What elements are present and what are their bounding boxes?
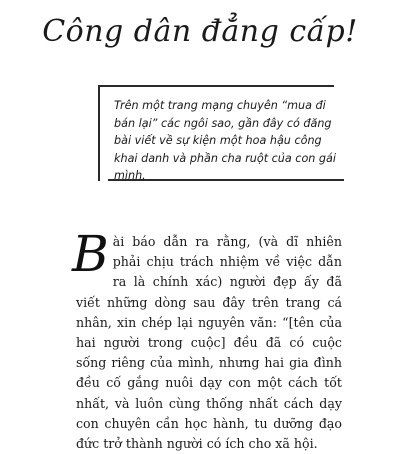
body-text [72,225,342,454]
intro-frame-left-rule [98,86,100,181]
drop-cap: B [72,225,109,283]
body-paragraph: ài báo dẫn ra rằng, (và dĩ nhiên phải chịu trách nhiệm về việc dẫn ra là chính xác) người đẹp ấy đã viết những dòng sau đây trên trang cá nhân, xin chép lại nguyên văn: “[tên của hai người trong cuộc] đều đã có cuộc sống riêng của mình, nhưng hai gia đình đều cố gắng nuôi dạy con một cách tốt nhất, và luôn cùng thống nhất cách dạy con chuyên cần học hành, tu dưỡng đạo đức trở thành người có ích cho xã hội. [76,234,342,452]
chapter-title-text: Công dân đẳng cấp! [42,14,358,49]
chapter-title [0,14,400,49]
intro-paragraph: Trên một trang mạng chuyên “mua đi bán lại” các ngôi sao, gần đây có đăng bài viết về sự kiện một hoa hậu công khai danh và phần cha ruột của con gái mình. [114,99,337,182]
